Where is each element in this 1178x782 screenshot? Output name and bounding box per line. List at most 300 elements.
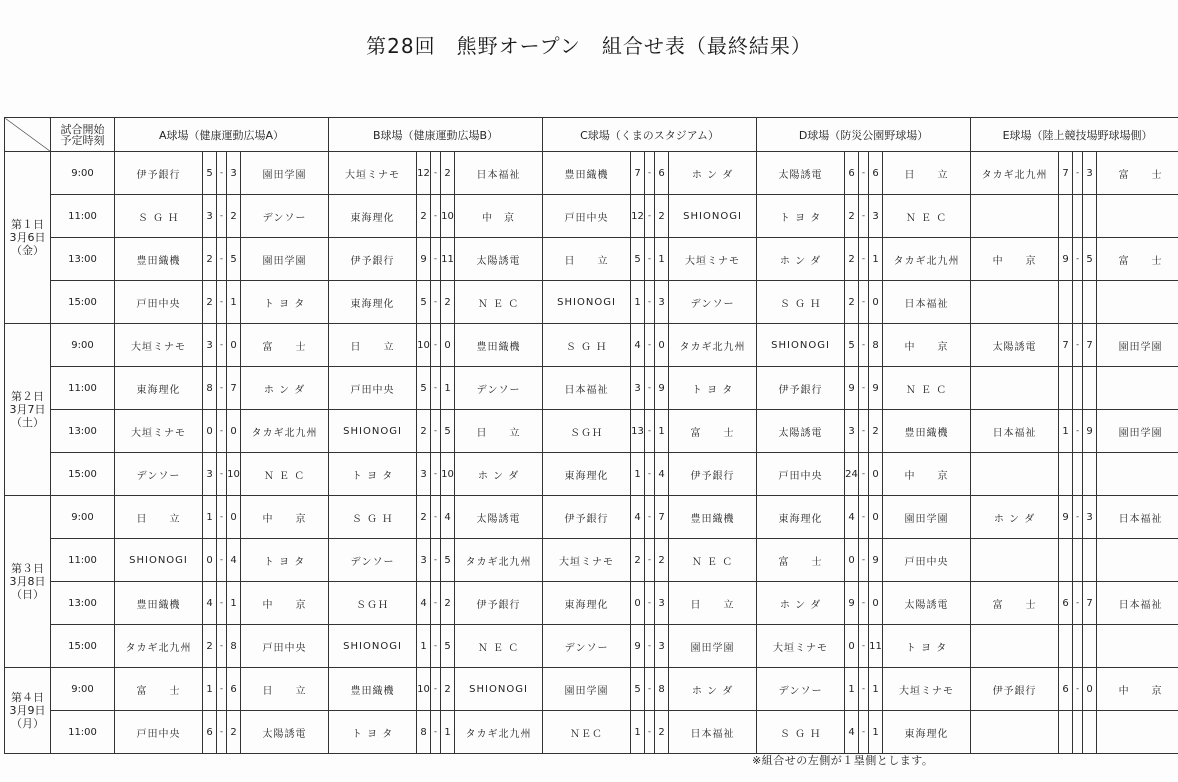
field-e-first-score (1059, 453, 1073, 496)
field-a-second-score: 4 (227, 539, 241, 582)
score-separator: - (217, 539, 227, 582)
table-row (5, 668, 1178, 711)
field-e-third-base-team: 日本福祉 (1097, 582, 1178, 625)
field-e-third-base-team (1097, 539, 1178, 582)
field-d-first-base-team: 戸田中央 (757, 453, 845, 496)
field-b-second-score: 0 (441, 324, 455, 367)
field-c-third-base-team: 富 士 (669, 410, 757, 453)
field-b-first-score: 10 (417, 324, 431, 367)
field-e-third-base-team: 富 士 (1097, 238, 1178, 281)
field-a-first-base-team: 大垣ミナモ (115, 410, 203, 453)
field-a-first-base-team: 戸田中央 (115, 711, 203, 754)
field-c-first-base-team: 日 立 (543, 238, 631, 281)
field-b-first-score: 2 (417, 410, 431, 453)
field-d-first-score: 1 (845, 668, 859, 711)
field-c-third-base-team: ホ ン ダ (669, 668, 757, 711)
field-c-second-score: 3 (655, 281, 669, 324)
score-separator: - (217, 668, 227, 711)
field-a-second-score: 2 (227, 711, 241, 754)
field-d-first-base-team: Ｓ Ｇ Ｈ (757, 281, 845, 324)
field-a-first-score: 3 (203, 453, 217, 496)
field-a-first-score: 3 (203, 324, 217, 367)
field-c-first-base-team: 日本福祉 (543, 367, 631, 410)
score-separator: - (217, 496, 227, 539)
table-row (5, 238, 1178, 281)
field-e-third-base-team (1097, 625, 1178, 668)
field-c-first-score: 1 (631, 711, 645, 754)
field-c-first-score: 7 (631, 152, 645, 195)
score-separator: - (645, 152, 655, 195)
score-separator: - (431, 238, 441, 281)
field-a-first-score: 6 (203, 711, 217, 754)
field-b-first-base-team: 伊予銀行 (329, 238, 417, 281)
field-b-first-base-team: 豊田織機 (329, 668, 417, 711)
field-e-second-score: 5 (1083, 238, 1097, 281)
day-label-line1: 第３日 (11, 562, 44, 575)
field-d-first-score: 2 (845, 195, 859, 238)
field-c-second-score: 2 (655, 539, 669, 582)
field-d-first-base-team: デンソー (757, 668, 845, 711)
field-b-third-base-team: ホ ン ダ (455, 453, 543, 496)
score-separator: - (1073, 582, 1083, 625)
field-c-third-base-team: デンソー (669, 281, 757, 324)
field-c-first-score: 0 (631, 582, 645, 625)
day-label-line3: （金） (11, 244, 44, 257)
field-e-first-base-team (971, 453, 1059, 496)
field-a-third-base-team: 日 立 (241, 668, 329, 711)
field-b-first-score: 12 (417, 152, 431, 195)
field-a-first-base-team: SHIONOGI (115, 539, 203, 582)
score-separator: - (431, 195, 441, 238)
field-e-first-base-team: タカギ北九州 (971, 152, 1059, 195)
field-a-first-base-team: 豊田織機 (115, 582, 203, 625)
field-a-third-base-team: 中 京 (241, 496, 329, 539)
field-d-third-base-team: タカギ北九州 (883, 238, 971, 281)
field-b-second-score: 1 (441, 367, 455, 410)
field-c-first-base-team: SHIONOGI (543, 281, 631, 324)
footnote: ※組合せの左側が１塁側とします。 (752, 754, 934, 767)
field-c-second-score: 1 (655, 238, 669, 281)
table-row (5, 711, 1178, 754)
field-d-first-score: 0 (845, 625, 859, 668)
field-c-first-score: 12 (631, 195, 645, 238)
score-separator: - (431, 152, 441, 195)
field-c-third-base-team: 園田学園 (669, 625, 757, 668)
field-e-header: E球場（陸上競技場野球場側） (971, 118, 1178, 152)
field-b-third-base-team: 豊田織機 (455, 324, 543, 367)
field-d-first-base-team: 大垣ミナモ (757, 625, 845, 668)
field-b-first-score: 1 (417, 625, 431, 668)
field-d-third-base-team: 大垣ミナモ (883, 668, 971, 711)
field-a-first-base-team: 伊予銀行 (115, 152, 203, 195)
score-separator: - (645, 195, 655, 238)
day-cell (5, 152, 51, 324)
time-cell: 9:00 (51, 496, 115, 539)
field-a-third-base-team: 太陽誘電 (241, 711, 329, 754)
field-d-third-base-team: ト ヨ タ (883, 625, 971, 668)
field-b-first-base-team: 戸田中央 (329, 367, 417, 410)
field-e-third-base-team: 中 京 (1097, 668, 1178, 711)
day-label-line1: 第２日 (11, 390, 44, 403)
score-separator: - (431, 539, 441, 582)
table-row (5, 324, 1178, 367)
field-a-second-score: 3 (227, 152, 241, 195)
field-a-first-score: 5 (203, 152, 217, 195)
field-e-third-base-team (1097, 453, 1178, 496)
time-cell: 9:00 (51, 152, 115, 195)
score-separator: - (645, 410, 655, 453)
score-separator: - (1073, 410, 1083, 453)
score-separator: - (217, 152, 227, 195)
field-c-third-base-team: 伊予銀行 (669, 453, 757, 496)
score-separator: - (431, 367, 441, 410)
field-c-second-score: 9 (655, 367, 669, 410)
table-row (5, 496, 1178, 539)
field-b-first-base-team: 大垣ミナモ (329, 152, 417, 195)
field-b-first-base-team: Ｓ Ｇ Ｈ (329, 496, 417, 539)
field-c-second-score: 2 (655, 195, 669, 238)
field-d-third-base-team: 中 京 (883, 324, 971, 367)
score-separator (1073, 711, 1083, 754)
page-title: 第28回 熊野オープン 組合せ表（最終結果） (366, 34, 812, 58)
field-d-first-score: 3 (845, 410, 859, 453)
field-a-second-score: 6 (227, 668, 241, 711)
field-e-first-score: 1 (1059, 410, 1073, 453)
time-cell: 9:00 (51, 324, 115, 367)
field-e-second-score: 7 (1083, 324, 1097, 367)
field-a-second-score: 1 (227, 582, 241, 625)
corner-cell (5, 118, 51, 152)
field-c-first-base-team: ＳＧＨ (543, 410, 631, 453)
score-separator: - (1073, 324, 1083, 367)
field-c-second-score: 6 (655, 152, 669, 195)
field-a-third-base-team: 戸田中央 (241, 625, 329, 668)
field-b-third-base-team: 中 京 (455, 195, 543, 238)
field-e-third-base-team: 園田学園 (1097, 410, 1178, 453)
score-separator: - (645, 582, 655, 625)
field-e-third-base-team (1097, 711, 1178, 754)
field-e-third-base-team (1097, 281, 1178, 324)
score-separator (1073, 195, 1083, 238)
table-row (5, 195, 1178, 238)
field-e-second-score (1083, 625, 1097, 668)
score-separator: - (859, 496, 869, 539)
field-e-first-base-team: 太陽誘電 (971, 324, 1059, 367)
field-e-second-score (1083, 453, 1097, 496)
field-e-first-base-team: 富 士 (971, 582, 1059, 625)
score-separator: - (859, 238, 869, 281)
field-a-third-base-team: 園田学園 (241, 152, 329, 195)
field-a-first-score: 2 (203, 625, 217, 668)
field-b-second-score: 2 (441, 582, 455, 625)
score-separator (1073, 367, 1083, 410)
field-a-second-score: 5 (227, 238, 241, 281)
field-a-third-base-team: 園田学園 (241, 238, 329, 281)
field-c-second-score: 4 (655, 453, 669, 496)
field-a-second-score: 1 (227, 281, 241, 324)
field-c-first-base-team: 東海理化 (543, 582, 631, 625)
field-d-second-score: 6 (869, 152, 883, 195)
time-cell: 11:00 (51, 539, 115, 582)
field-c-first-score: 5 (631, 668, 645, 711)
field-e-second-score (1083, 711, 1097, 754)
score-separator: - (217, 453, 227, 496)
field-c-first-base-team: 戸田中央 (543, 195, 631, 238)
field-e-first-score: 9 (1059, 496, 1073, 539)
field-e-first-score (1059, 281, 1073, 324)
field-d-third-base-team: 豊田織機 (883, 410, 971, 453)
field-a-second-score: 0 (227, 496, 241, 539)
day-label-line1: 第１日 (11, 218, 44, 231)
field-c-second-score: 1 (655, 410, 669, 453)
field-a-third-base-team: Ｎ Ｅ Ｃ (241, 453, 329, 496)
field-c-first-score: 9 (631, 625, 645, 668)
time-cell: 11:00 (51, 711, 115, 754)
field-e-first-score (1059, 539, 1073, 582)
field-a-first-base-team: 戸田中央 (115, 281, 203, 324)
field-d-first-base-team: 太陽誘電 (757, 410, 845, 453)
field-c-second-score: 3 (655, 582, 669, 625)
field-a-third-base-team: タカギ北九州 (241, 410, 329, 453)
field-b-second-score: 10 (441, 195, 455, 238)
field-c-first-score: 5 (631, 238, 645, 281)
field-e-first-base-team (971, 539, 1059, 582)
field-e-second-score (1083, 539, 1097, 582)
field-a-first-score: 4 (203, 582, 217, 625)
field-d-second-score: 9 (869, 367, 883, 410)
field-a-second-score: 8 (227, 625, 241, 668)
field-c-first-base-team: 大垣ミナモ (543, 539, 631, 582)
time-cell: 15:00 (51, 453, 115, 496)
field-d-second-score: 1 (869, 711, 883, 754)
score-separator: - (645, 238, 655, 281)
field-b-third-base-team: 伊予銀行 (455, 582, 543, 625)
field-d-first-base-team: 伊予銀行 (757, 367, 845, 410)
score-separator: - (859, 453, 869, 496)
field-e-second-score: 3 (1083, 152, 1097, 195)
day-label-line2: 3月6日 (9, 231, 46, 244)
field-b-second-score: 11 (441, 238, 455, 281)
table-row (5, 367, 1178, 410)
score-separator: - (859, 367, 869, 410)
scheduled-time-label: 予定時刻 (60, 133, 105, 147)
field-d-first-base-team: ホ ン ダ (757, 238, 845, 281)
field-b-first-score: 10 (417, 668, 431, 711)
field-d-second-score: 2 (869, 410, 883, 453)
field-d-first-score: 9 (845, 582, 859, 625)
time-cell: 15:00 (51, 281, 115, 324)
field-d-first-score: 2 (845, 238, 859, 281)
field-d-second-score: 11 (869, 625, 883, 668)
field-a-third-base-team: 中 京 (241, 582, 329, 625)
score-separator (1073, 539, 1083, 582)
field-b-third-base-team: 日本福祉 (455, 152, 543, 195)
field-d-third-base-team: 中 京 (883, 453, 971, 496)
field-d-first-base-team: 太陽誘電 (757, 152, 845, 195)
field-b-first-base-team: ト ヨ タ (329, 453, 417, 496)
field-b-third-base-team: タカギ北九州 (455, 539, 543, 582)
field-e-second-score (1083, 195, 1097, 238)
field-e-first-score (1059, 195, 1073, 238)
field-c-header: C球場（くまのスタジアム） (543, 118, 757, 152)
field-b-third-base-team: Ｎ Ｅ Ｃ (455, 281, 543, 324)
field-a-second-score: 10 (227, 453, 241, 496)
field-c-third-base-team: 大垣ミナモ (669, 238, 757, 281)
field-e-second-score: 3 (1083, 496, 1097, 539)
score-separator: - (859, 410, 869, 453)
field-d-third-base-team: 太陽誘電 (883, 582, 971, 625)
field-b-first-base-team: 東海理化 (329, 195, 417, 238)
field-a-first-score: 0 (203, 410, 217, 453)
time-cell: 11:00 (51, 195, 115, 238)
field-c-first-base-team: 園田学園 (543, 668, 631, 711)
score-separator: - (645, 711, 655, 754)
time-cell: 9:00 (51, 668, 115, 711)
day-cell (5, 668, 51, 754)
field-d-second-score: 8 (869, 324, 883, 367)
score-separator: - (859, 195, 869, 238)
field-b-first-score: 3 (417, 453, 431, 496)
field-a-first-base-team: 富 士 (115, 668, 203, 711)
day-label-line3: （日） (11, 588, 44, 601)
score-separator: - (645, 539, 655, 582)
field-d-second-score: 1 (869, 238, 883, 281)
field-d-first-score: 24 (845, 453, 859, 496)
field-a-third-base-team: ト ヨ タ (241, 281, 329, 324)
field-a-third-base-team: 富 士 (241, 324, 329, 367)
field-e-first-base-team (971, 195, 1059, 238)
score-separator: - (859, 668, 869, 711)
field-e-third-base-team: 富 士 (1097, 152, 1178, 195)
field-b-second-score: 10 (441, 453, 455, 496)
table-row (5, 410, 1178, 453)
field-e-first-score: 6 (1059, 668, 1073, 711)
table-row (5, 152, 1178, 195)
field-b-first-score: 2 (417, 195, 431, 238)
field-d-first-base-team: ホ ン ダ (757, 582, 845, 625)
field-a-second-score: 7 (227, 367, 241, 410)
field-b-first-score: 2 (417, 496, 431, 539)
score-separator: - (645, 496, 655, 539)
field-e-first-score: 7 (1059, 324, 1073, 367)
field-a-first-score: 8 (203, 367, 217, 410)
field-a-first-score: 1 (203, 496, 217, 539)
day-label-line1: 第４日 (11, 691, 44, 704)
field-e-first-base-team (971, 367, 1059, 410)
score-separator: - (1073, 152, 1083, 195)
field-d-header: D球場（防災公園野球場） (757, 118, 971, 152)
field-c-first-base-team: Ｓ Ｇ Ｈ (543, 324, 631, 367)
score-separator: - (859, 582, 869, 625)
field-a-first-base-team: 大垣ミナモ (115, 324, 203, 367)
time-cell: 13:00 (51, 410, 115, 453)
field-e-first-score: 9 (1059, 238, 1073, 281)
field-c-third-base-team: Ｎ Ｅ Ｃ (669, 539, 757, 582)
field-d-first-base-team: ト ヨ タ (757, 195, 845, 238)
field-d-third-base-team: 日本福祉 (883, 281, 971, 324)
field-b-second-score: 2 (441, 152, 455, 195)
field-b-first-base-team: 日 立 (329, 324, 417, 367)
field-e-third-base-team: 日本福祉 (1097, 496, 1178, 539)
field-b-header: B球場（健康運動広場B） (329, 118, 543, 152)
field-e-first-score: 6 (1059, 582, 1073, 625)
field-e-first-score (1059, 711, 1073, 754)
field-b-second-score: 1 (441, 711, 455, 754)
field-b-second-score: 5 (441, 410, 455, 453)
field-a-first-base-team: 東海理化 (115, 367, 203, 410)
field-d-third-base-team: Ｎ Ｅ Ｃ (883, 367, 971, 410)
field-b-second-score: 2 (441, 281, 455, 324)
field-a-first-score: 3 (203, 195, 217, 238)
field-e-first-base-team: ホ ン ダ (971, 496, 1059, 539)
field-a-second-score: 0 (227, 410, 241, 453)
day-cell (5, 496, 51, 668)
score-separator: - (431, 625, 441, 668)
score-separator: - (217, 410, 227, 453)
field-a-first-score: 0 (203, 539, 217, 582)
time-cell: 13:00 (51, 238, 115, 281)
field-a-third-base-team: ト ヨ タ (241, 539, 329, 582)
score-separator: - (431, 496, 441, 539)
field-d-second-score: 0 (869, 582, 883, 625)
table-row (5, 625, 1178, 668)
field-d-second-score: 3 (869, 195, 883, 238)
score-separator: - (217, 238, 227, 281)
field-c-first-score: 2 (631, 539, 645, 582)
field-b-first-base-team: SHIONOGI (329, 410, 417, 453)
field-b-third-base-team: SHIONOGI (455, 668, 543, 711)
field-d-third-base-team: 園田学園 (883, 496, 971, 539)
score-separator: - (859, 281, 869, 324)
score-separator: - (645, 281, 655, 324)
field-c-second-score: 2 (655, 711, 669, 754)
field-c-third-base-team: SHIONOGI (669, 195, 757, 238)
start-time-label: 試合開始 (60, 122, 105, 136)
field-b-first-score: 4 (417, 582, 431, 625)
field-c-third-base-team: 日 立 (669, 582, 757, 625)
field-b-first-base-team: SHIONOGI (329, 625, 417, 668)
score-separator: - (645, 324, 655, 367)
score-separator: - (217, 711, 227, 754)
field-c-second-score: 8 (655, 668, 669, 711)
score-separator: - (1073, 238, 1083, 281)
score-separator: - (859, 324, 869, 367)
field-b-third-base-team: 日 立 (455, 410, 543, 453)
field-b-third-base-team: デンソー (455, 367, 543, 410)
score-separator: - (217, 281, 227, 324)
score-separator: - (645, 367, 655, 410)
score-separator: - (859, 711, 869, 754)
field-d-first-base-team: 東海理化 (757, 496, 845, 539)
field-d-second-score: 0 (869, 453, 883, 496)
field-d-third-base-team: 戸田中央 (883, 539, 971, 582)
field-e-second-score (1083, 367, 1097, 410)
field-b-first-base-team: ＳＧＨ (329, 582, 417, 625)
field-a-first-score: 1 (203, 668, 217, 711)
score-separator: - (217, 367, 227, 410)
field-a-first-base-team: 豊田織機 (115, 238, 203, 281)
field-b-second-score: 2 (441, 668, 455, 711)
field-d-first-score: 5 (845, 324, 859, 367)
field-a-first-score: 2 (203, 238, 217, 281)
field-c-second-score: 0 (655, 324, 669, 367)
field-d-third-base-team: 東海理化 (883, 711, 971, 754)
field-c-first-base-team: ＮＥＣ (543, 711, 631, 754)
field-d-second-score: 0 (869, 281, 883, 324)
score-separator: - (217, 625, 227, 668)
day-cell (5, 324, 51, 496)
score-separator: - (431, 582, 441, 625)
